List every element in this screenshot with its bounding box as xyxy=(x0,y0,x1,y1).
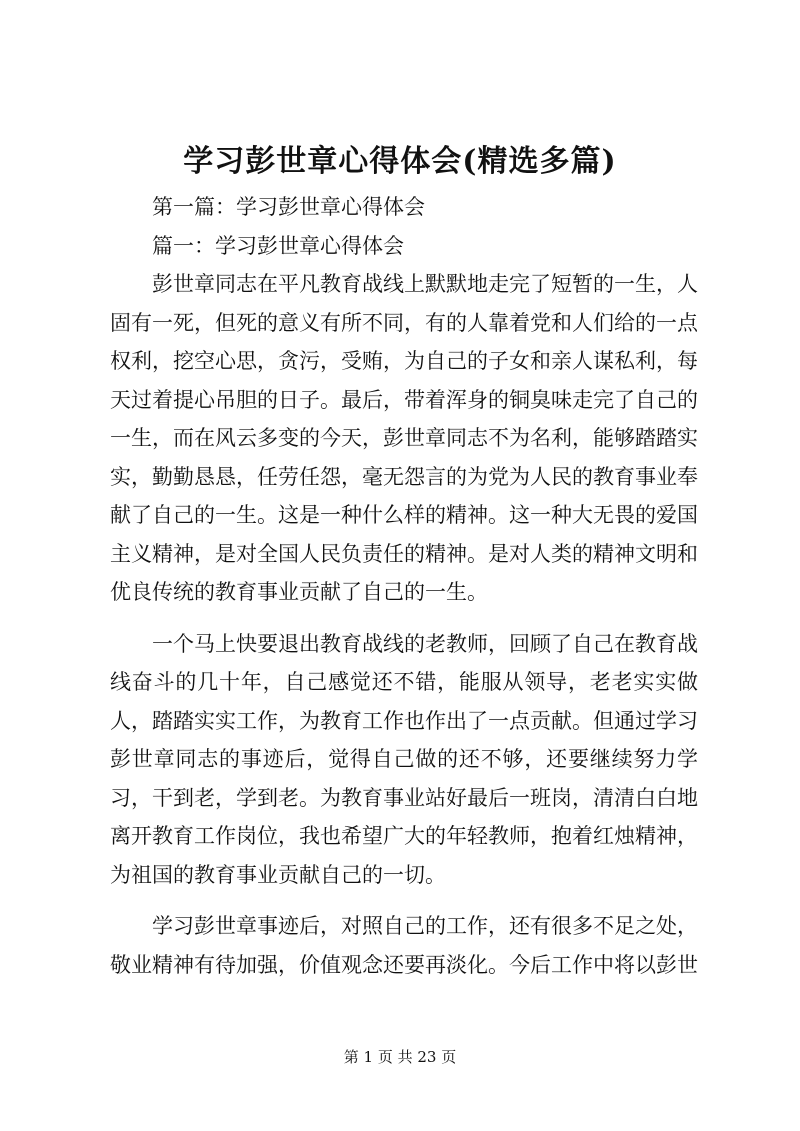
body-paragraph: 彭世章同志在平凡教育战线上默默地走完了短暂的一生，人固有一死，但死的意义有所不同，有的人靠着党和人们给的一点权利，挖空心思，贪污，受贿，为自己的子女和亲人谋私利，每天过着提心吊胆的日子。最后，带着浑身的铜臭味走完了自己的一生，而在风云多变的今天，彭世章同志不为名利，能够踏踏实实，勤勤恳恳，任劳任怨，毫无怨言的为党为人民的教育事业奉献了自己的一生。这是一种什么样的精神。这一种大无畏的爱国主义精神，是对全国人民负责任的精神。是对人类的精神文明和优良传统的教育事业贡献了自己的一生。 xyxy=(110,272,698,604)
document-body xyxy=(110,188,698,997)
body-paragraph: 一个马上快要退出教育战线的老教师，回顾了自己在教育战线奋斗的几十年，自己感觉还不错，能服从领导，老老实实做人，踏踏实实工作，为教育工作也作出了一点贡献。但通过学习彭世章同志的事迹后，觉得自己做的还不够，还要继续努力学习，干到老，学到老。为教育事业站好最后一班岗，清清白白地离开教育工作岗位，我也希望广大的年轻教师，抱着红烛精神，为祖国的教育事业贡献自己的一切。 xyxy=(110,631,698,887)
page-number-footer: 第 1 页 共 23 页 xyxy=(343,1048,457,1066)
body-paragraph: 学习彭世章事迹后，对照自己的工作，还有很多不足之处，敬业精神有待加强，价值观念还要再淡化。今后工作中将以彭世 xyxy=(110,914,698,977)
document-title: 学习彭世章心得体会(精选多篇) xyxy=(183,144,617,179)
section-heading: 第一篇：学习彭世章心得体会 xyxy=(152,195,425,219)
section-subheading: 篇一：学习彭世章心得体会 xyxy=(152,233,404,258)
